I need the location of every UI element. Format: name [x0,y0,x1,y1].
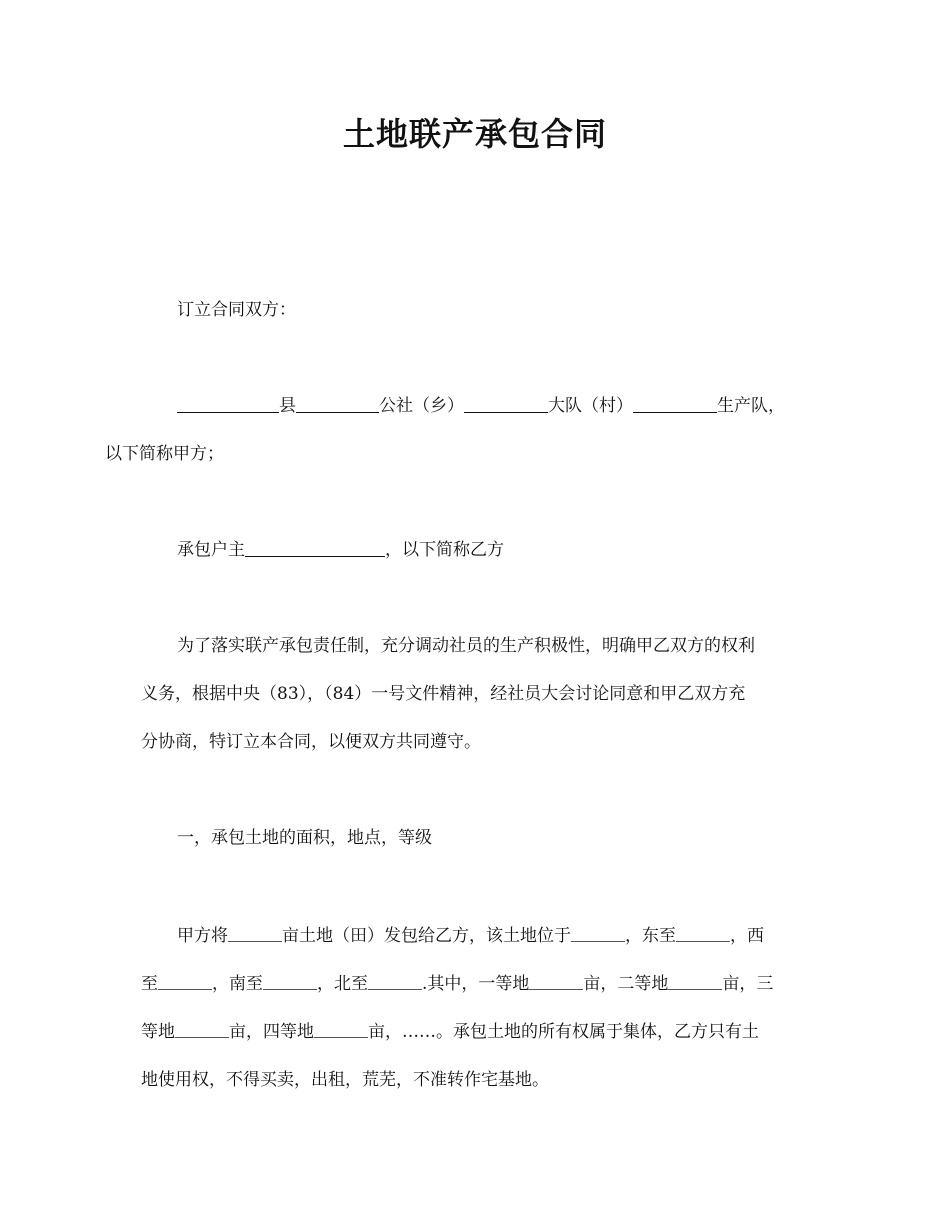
preamble-line-3: 分协商，特订立本合同，以便双方共同遵守。 [141,732,481,752]
party-b-paragraph [141,526,811,574]
county-blank [177,392,279,413]
party-b-suffix: ，以下简称乙方 [385,540,504,560]
north-blank [368,971,422,990]
preamble-line-2: 义务，根据中央（83），（84）一号文件精神，经社员大会讨论同意和甲乙双方充 [141,684,746,704]
party-b-prefix: 承包户主 [177,540,245,560]
grade-2-blank [668,971,722,990]
section-1-line-3: 等地 亩，四等地 亩，……。承包土地的所有权属于集体，乙方只有土 [141,1008,811,1056]
location-blank [571,923,625,942]
preamble-paragraph [141,622,811,766]
team-blank [633,392,717,413]
preamble-line-1: 为了落实联产承包责任制，充分调动社员的生产积极性，明确甲乙双方的权利 [177,636,755,656]
west-blank [158,971,212,990]
party-a-paragraph [105,382,811,478]
brigade-label: 大队（村） [548,396,633,416]
section-1-paragraph [141,912,811,1104]
section-1-heading: 一，承包土地的面积，地点，等级 [177,828,432,848]
grade-4-blank [314,1019,368,1038]
section-1-line-4: 地使用权，不得买卖，出租，荒芜，不准转作宅基地。 [141,1070,549,1090]
party-b-blank [245,536,385,557]
brigade-blank [464,392,548,413]
party-a-suffix: 以下简称甲方； [105,444,224,464]
commune-label: 公社（乡） [379,396,464,416]
south-blank [263,971,317,990]
grade-3-blank [175,1019,229,1038]
grade-1-blank [529,971,583,990]
document-title: 土地联产承包合同 [342,115,607,153]
county-label: 县 [279,396,296,416]
east-blank [676,923,730,942]
parties-label: 订立合同双方： [177,300,296,320]
section-1-line-1: 甲方将 亩土地（田）发包给乙方，该土地位于 ，东至 ，西 [141,912,811,960]
team-label: 生产队， [717,396,785,416]
commune-blank [296,392,379,413]
area-blank [228,923,282,942]
section-1-line-2: 至 ，南至 ，北至 .其中，一等地 亩，二等地 亩，三 [141,960,811,1008]
